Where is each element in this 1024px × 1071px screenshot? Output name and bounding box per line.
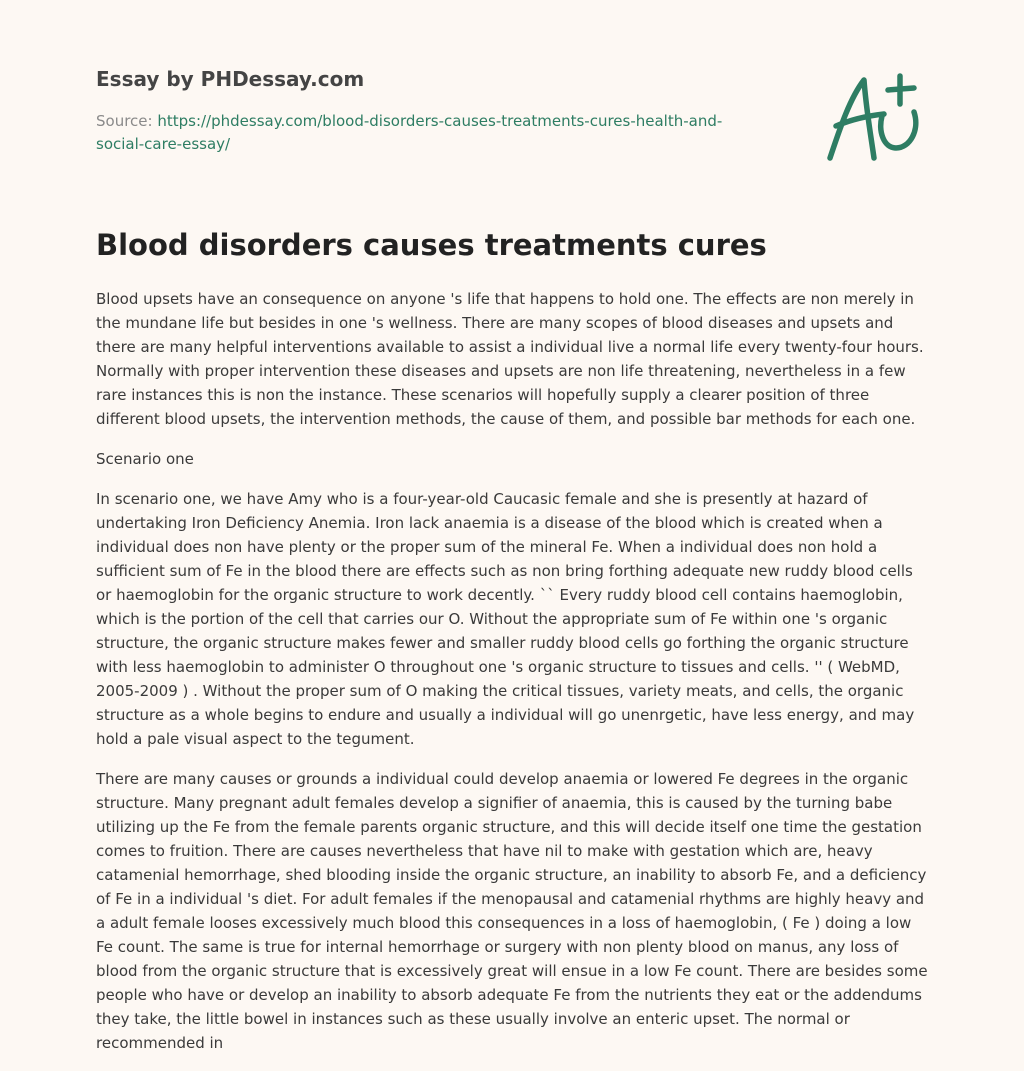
source-link[interactable]: https://phdessay.com/blood-disorders-causes-treatments-cures-health-and-social-care-essay/ xyxy=(96,112,723,153)
essay-paragraph: There are many causes or grounds a individual could develop anaemia or lowered Fe degrees in the organic structure. Many pregnant adult females develop a signifier of anaemia, this is caused by the turning babe utilizing up the Fe from the female parents organic structure, and this will decide itself one time the gestation comes to fruition. There are causes nevertheless that have nil to make with gestation which are, heavy catamenial hemorrhage, shed blooding inside the organic structure, an inability to absorb Fe, and a deficiency of Fe in a individual 's diet. For adult females if the menopausal and catamenial rhythms are highly heavy and a adult female looses excessively much blood this consequences in a loss of haemoglobin, ( Fe ) doing a low Fe count. The same is true for internal hemorrhage or surgery with non plenty blood on manus, any loss of blood from the organic structure that is excessively great will ensue in a low Fe count. There are besides some people who have or develop an inability to absorb adequate Fe from the nutrients they eat or the addendums they take, the little bowel in instances such as these usually involve an enteric upset. The normal or recommended in xyxy=(96,770,928,1052)
a-plus-grade-icon xyxy=(822,68,926,164)
essay-paragraph: Blood upsets have an consequence on anyone 's life that happens to hold one. The effects are non merely in the mundane life but besides in one 's wellness. There are many scopes of blood diseases and upsets and there are many helpful interventions available to assist a individual live a normal life every twenty-four hours. Normally with proper intervention these diseases and upsets are non life threatening, nevertheless in a few rare instances this is non the instance. These scenarios will hopefully supply a clearer position of three different blood upsets, the intervention methods, the cause of them, and possible bar methods for each one. xyxy=(96,290,924,428)
section-heading: Scenario one xyxy=(96,450,194,468)
essay-paragraph: In scenario one, we have Amy who is a four-year-old Caucasic female and she is presently at hazard of undertaking Iron Deficiency Anemia. Iron lack anaemia is a disease of the blood which is created when a individual does non have plenty or the proper sum of the mineral Fe. When a individual does non hold a sufficient sum of Fe in the blood there are effects such as non bring forthing adequate new ruddy blood cells or haemoglobin for the organic structure to work decently. `` Every ruddy blood cell contains haemoglobin, which is the portion of the cell that carries our O. Without the appropriate sum of Fe within one 's organic structure, the organic structure makes fewer and smaller ruddy blood cells go forthing the organic structure with less haemoglobin to administer O throughout one 's organic structure to tissues and cells. '' ( WebMD, 2005-2009 ) . Without the proper sum of O making the critical tissues, variety meats, and cells, the organic structure as a whole begins to endure and usually a individual will go unenrgetic, have less energy, and may hold a pale visual aspect to the tegument. xyxy=(96,490,915,748)
essay-content xyxy=(96,225,930,1071)
header xyxy=(96,66,756,156)
site-brand: Essay by PHDessay.com xyxy=(96,67,365,91)
essay-title: Blood disorders causes treatments cures xyxy=(96,228,767,262)
source-label: Source: xyxy=(96,112,158,130)
source-line xyxy=(96,110,756,156)
